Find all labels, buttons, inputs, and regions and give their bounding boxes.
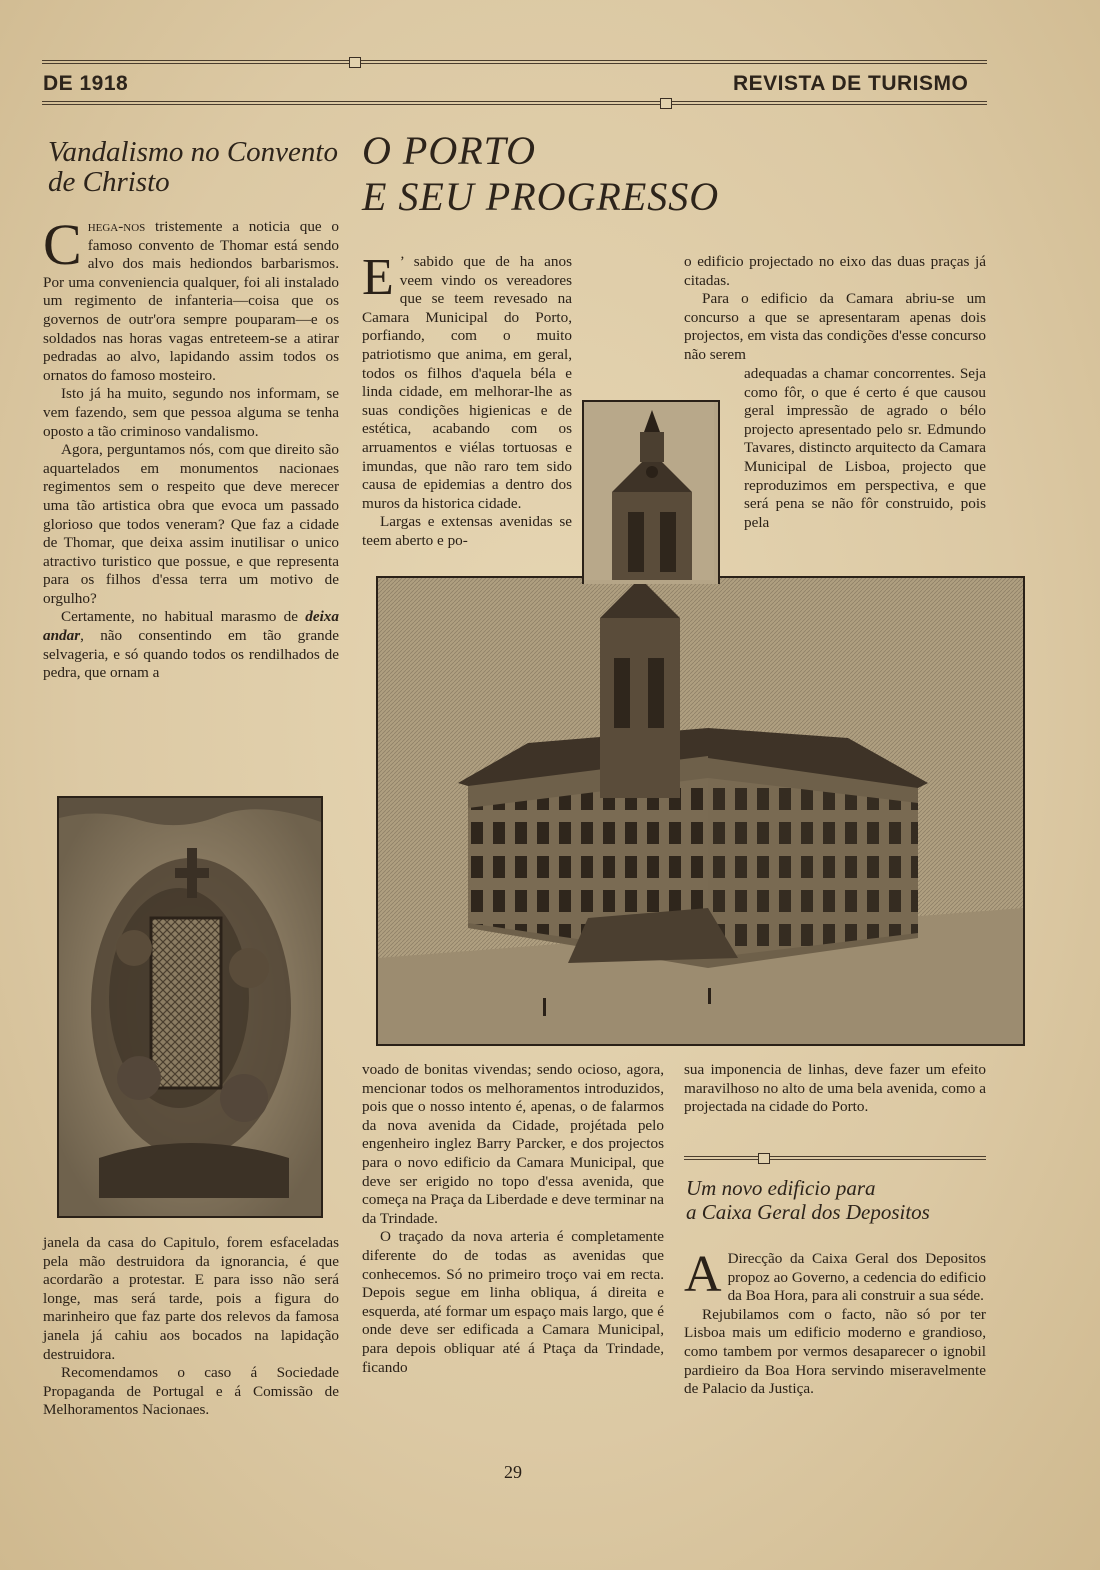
header-date: DE 1918 bbox=[43, 72, 129, 95]
article2-paragraph: o edificio projectado no eixo das duas praças já citadas. bbox=[684, 253, 986, 289]
article1-body-top bbox=[43, 212, 339, 683]
article2-paragraph: sua imponencia de linhas, deve fazer um efeito maravilhoso no alto de uma bela avenida, como a projectada na cidade do Porto. bbox=[684, 1061, 986, 1116]
article2-body-col3-mid bbox=[744, 365, 986, 532]
article1-paragraph bbox=[43, 212, 339, 385]
article3-title bbox=[686, 1176, 930, 1224]
article1-title bbox=[48, 137, 338, 197]
header-top-rule bbox=[42, 60, 987, 64]
header-magazine-title: REVISTA DE TURISMO bbox=[733, 72, 969, 95]
article1-paragraph: Recomendamos o caso á Sociedade Propaganda de Portugal e á Comissão de Melhoramentos Nacionaes. bbox=[43, 1364, 339, 1419]
article2-paragraph: voado de bonitas vivendas; sendo ocioso, agora, mencionar todos os melhoramentos introduzidos, pois que o nosso intento é, apenas, o de falarmos da nova avenida da Cidade, projétada pelo engenheiro inglez Barry Parcker, e dos projectos para o novo edificio da Camara Municipal, que deve ser erigido no topo d'essa avenida, que começa na Praça da Liberdade e deve terminar na da Trindade. bbox=[362, 1061, 664, 1227]
article1-paragraph: janela da casa do Capitulo, forem esfaceladas pela mão destruidora da ignorancia, é que acordarão a protestar. E para isso não será longe, mas será tarde, pois a figura do marinheiro que faz parte dos relevos da famosa janela já cahiu aos bocados na lapidação destruidora. bbox=[43, 1234, 339, 1363]
tower-spire bbox=[584, 402, 714, 580]
article1-body-bottom bbox=[43, 1234, 339, 1420]
article2-paragraph: E ’ sabido que de ha anos veem vindo os vereadores que se teem revesado na Camara Municipal do Porto, porfiando, com o muito patriotismo que anima, em geral, todos os filhos d'aquela béla e linda cidade, em melhorar-lhe as suas condições higienicas e de estética, acabando com os arruamentos e viélas tortuosas e imundas, que não raro tem sido causa de epidemias a dentro dos muros da historica cidade. bbox=[362, 249, 572, 512]
article1-title-line1: Vandalismo no Convento bbox=[48, 136, 338, 168]
article1-dropcap: C bbox=[43, 212, 82, 277]
page-number: 29 bbox=[504, 1462, 522, 1482]
convento-window-illustration bbox=[59, 798, 321, 1216]
article1-emphasis: deixa andar bbox=[43, 608, 339, 645]
header-rule-ornament bbox=[349, 57, 361, 68]
article2-body-col3-top bbox=[684, 253, 986, 365]
article1-paragraph: Isto já ha muito, segundo nos informam, se vem fazendo, sem que pessoa alguma se tenha oposto a tão criminoso vandalismo. bbox=[43, 385, 339, 440]
article2-title-line1: O PORTO bbox=[362, 128, 537, 173]
article3-title-line2: a Caixa Geral dos Depositos bbox=[686, 1200, 930, 1224]
camara-municipal-illustration bbox=[376, 576, 1025, 1046]
article3-body bbox=[684, 1246, 986, 1399]
article2-body-col2-bottom bbox=[362, 1061, 664, 1377]
article3-paragraph: Rejubilamos com o facto, não só por ter Lisboa mais um edificio moderno e grandioso, como tambem por vermos desaparecer o ignobil pardieiro da Boa Hora servindo miseravelmente de Palacio da Justiça. bbox=[684, 1305, 986, 1398]
article2-paragraph: Largas e extensas avenidas se teem aberto e po- bbox=[362, 513, 572, 549]
header-rule-ornament bbox=[660, 98, 672, 109]
camara-building-drawing bbox=[378, 578, 1023, 1044]
article2-body-col3-bottom bbox=[684, 1061, 986, 1117]
article1-lead-text: tristemente a noticia que o famoso convento de Thomar está sendo alvo dos mais hediondos barbarismos. Por uma conveniencia qualquer, foi ali instalado um regimento de infanteria—coisa que os governos de outr'ora sempre pouparam—e os soldados nas horas vagas entreteem-se a atirar pedradas ao alvo, lapidando assim todos os ornatos do famoso mosteiro. bbox=[43, 218, 339, 384]
article3-title-line1: Um novo edificio para bbox=[686, 1176, 876, 1200]
article1-paragraph: Certamente, no habitual marasmo de deixa andar, não consentindo em tão grande selvageria, e só quando todos os rendilhados de pedra, que ornam a bbox=[43, 608, 339, 682]
article2-body-col2-top bbox=[362, 249, 572, 551]
article1-paragraph: Agora, perguntamos nós, com que direito são aquartelados em monumentos nacionaes regimentos sem o respeito que deve merecer uma tão artistica obra que evoca um passado glorioso que todos veneram? Que faz a cidade de Thomar, que deixa assim inutilisar o unico atractivo turistico que possue, e que representa para os filhos d'essa terra um motivo de orgulho? bbox=[43, 441, 339, 607]
article2-title-line2: E SEU PROGRESSO bbox=[362, 174, 720, 219]
article3-paragraph: A Direcção da Caixa Geral dos Depositos propoz ao Governo, a cedencia do edificio da Boa Hora, para ali construir a sua séde. bbox=[684, 1246, 986, 1305]
article3-dropcap: A bbox=[684, 1246, 722, 1303]
article2-title bbox=[362, 128, 719, 220]
article2-paragraph: Para o edificio da Camara abriu-se um concurso a que se apresentaram apenas dois projectos, em vista das condições d'esse concurso não serem bbox=[684, 290, 986, 363]
article1-lead-caps: hega-nos bbox=[87, 218, 146, 235]
header-bottom-rule bbox=[42, 101, 987, 105]
article1-title-line2: de Christo bbox=[48, 166, 170, 198]
article2-dropcap: E bbox=[362, 249, 394, 306]
article2-paragraph: O traçado da nova arteria é completamente diferente do de todas as avenidas que conhecemos. Só no primeiro troço vai em recta. Depois segue em linha obliqua, á direita e esquerda, até formar um espaço mais largo, que é onde deve ser edificada a Camara Municipal, para depois obliquar até á Ptaça da Trindade, ficando bbox=[362, 1228, 664, 1376]
section-separator bbox=[684, 1156, 986, 1160]
separator-ornament bbox=[758, 1153, 770, 1164]
camara-tower-top-drawing bbox=[584, 402, 714, 580]
article2-paragraph: adequadas a chamar concorrentes. Seja como fôr, o que é certo é que causou geral impressão de agrado o bélo projecto apresentado pelo sr. Edmundo Tavares, distincto arquitecto da Camara Municipal de Lisboa, projecto que reproduzimos em perspectiva, e que será pena se não fôr construido, pois pela bbox=[744, 365, 986, 531]
convento-window-photo bbox=[57, 796, 323, 1218]
